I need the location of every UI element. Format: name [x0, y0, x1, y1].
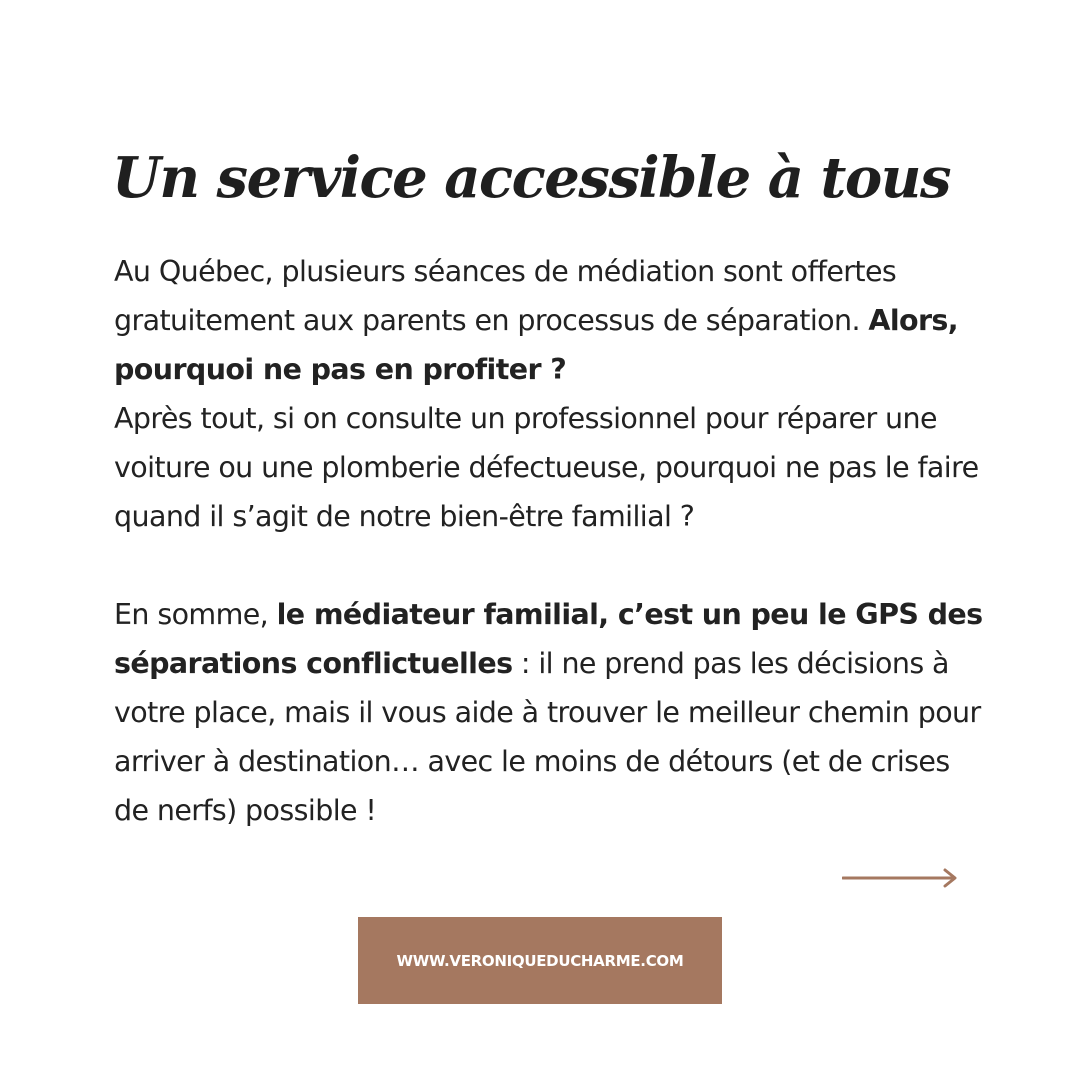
paragraph-conclusion-rest: : il ne prend pas les décisions à votre place, mais il vous aide à trouver le meilleur chemin pour arriver à destination… avec le moins de détours (et de crises de nerfs) possible !	[114, 647, 981, 827]
paragraph-intro-rest: Après tout, si on consulte un professionnel pour réparer une voiture ou une plomberie défectueuse, pourquoi ne pas le faire quand il s’agit de notre bien-être familial ?	[114, 402, 979, 533]
paragraph-conclusion	[114, 590, 984, 835]
page-title: Un service accessible à tous	[112, 145, 950, 211]
website-button[interactable]	[358, 917, 722, 1004]
body-text	[114, 247, 984, 835]
paragraph-conclusion-emphasis: le médiateur familial, c’est un peu le GPS des séparations conflictuelles	[114, 598, 983, 680]
website-button-label: WWW.VERONIQUEDUCHARME.COM	[396, 951, 684, 970]
paragraph-spacer	[114, 541, 984, 590]
paragraph-intro	[114, 247, 984, 541]
paragraph-intro-emphasis: Alors, pourquoi ne pas en profiter ?	[114, 304, 959, 386]
paragraph-conclusion-text: En somme,	[114, 598, 277, 631]
arrow-right-icon[interactable]	[842, 866, 958, 890]
paragraph-intro-text: Au Québec, plusieurs séances de médiation sont offertes gratuitement aux parents en processus de séparation.	[114, 255, 897, 337]
